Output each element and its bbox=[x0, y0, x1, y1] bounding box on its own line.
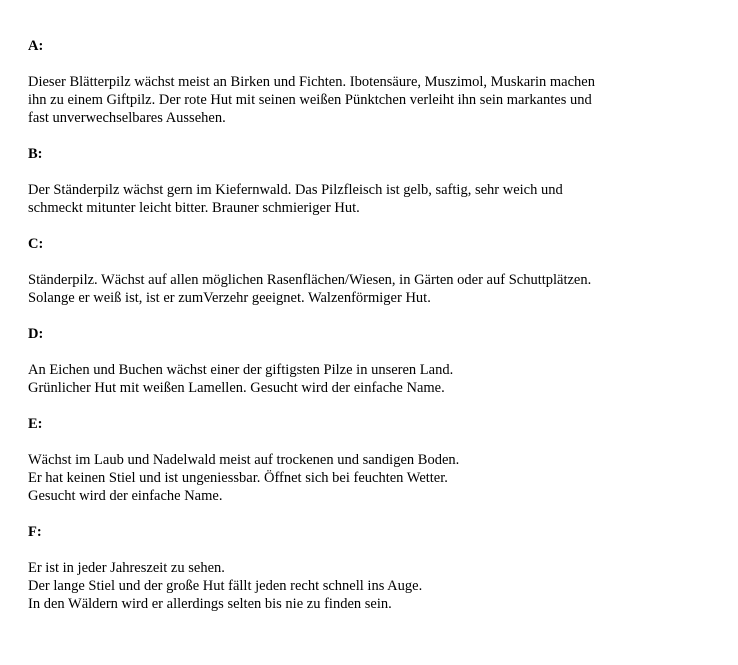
text-line: Der Ständerpilz wächst gern im Kiefernwald. Das Pilzfleisch ist gelb, saftig, sehr weich und bbox=[28, 182, 563, 198]
text-line: ihn zu einem Giftpilz. Der rote Hut mit seinen weißen Pünktchen verleiht ihn sein markantes und bbox=[28, 92, 592, 108]
section-text bbox=[28, 73, 728, 127]
text-line: Ständerpilz. Wächst auf allen möglichen Rasenflächen/Wiesen, in Gärten oder auf Schuttplätzen. bbox=[28, 272, 592, 288]
section-heading: A: bbox=[28, 38, 44, 54]
section-text bbox=[28, 271, 728, 307]
text-line: Gesucht wird der einfache Name. bbox=[28, 488, 223, 504]
text-line: Solange er weiß ist, ist er zumVerzehr geeignet. Walzenförmiger Hut. bbox=[28, 290, 431, 306]
section-text bbox=[28, 451, 728, 505]
section-heading: C: bbox=[28, 236, 44, 252]
section-text bbox=[28, 361, 728, 397]
text-line: An Eichen und Buchen wächst einer der giftigsten Pilze in unseren Land. bbox=[28, 362, 454, 378]
section-heading: B: bbox=[28, 146, 43, 162]
section-b bbox=[28, 145, 728, 217]
section-heading: F: bbox=[28, 524, 42, 540]
text-line: In den Wäldern wird er allerdings selten bis nie zu finden sein. bbox=[28, 596, 392, 612]
text-line: fast unverwechselbares Aussehen. bbox=[28, 110, 226, 126]
text-line: Grünlicher Hut mit weißen Lamellen. Gesucht wird der einfache Name. bbox=[28, 380, 445, 396]
section-heading: E: bbox=[28, 416, 43, 432]
text-line: Dieser Blätterpilz wächst meist an Birken und Fichten. Ibotensäure, Muszimol, Muskarin machen bbox=[28, 74, 595, 90]
section-text bbox=[28, 181, 728, 217]
section-a bbox=[28, 37, 728, 127]
text-line: Der lange Stiel und der große Hut fällt jeden recht schnell ins Auge. bbox=[28, 578, 423, 594]
section-d bbox=[28, 325, 728, 397]
text-line: schmeckt mitunter leicht bitter. Brauner schmieriger Hut. bbox=[28, 200, 360, 216]
section-heading: D: bbox=[28, 326, 44, 342]
section-f bbox=[28, 523, 728, 613]
document-body bbox=[28, 37, 728, 631]
text-line: Er hat keinen Stiel und ist ungeniessbar. Öffnet sich bei feuchten Wetter. bbox=[28, 470, 448, 486]
section-e bbox=[28, 415, 728, 505]
text-line: Er ist in jeder Jahreszeit zu sehen. bbox=[28, 560, 225, 576]
text-line: Wächst im Laub und Nadelwald meist auf trockenen und sandigen Boden. bbox=[28, 452, 460, 468]
section-c bbox=[28, 235, 728, 307]
section-text bbox=[28, 559, 728, 613]
